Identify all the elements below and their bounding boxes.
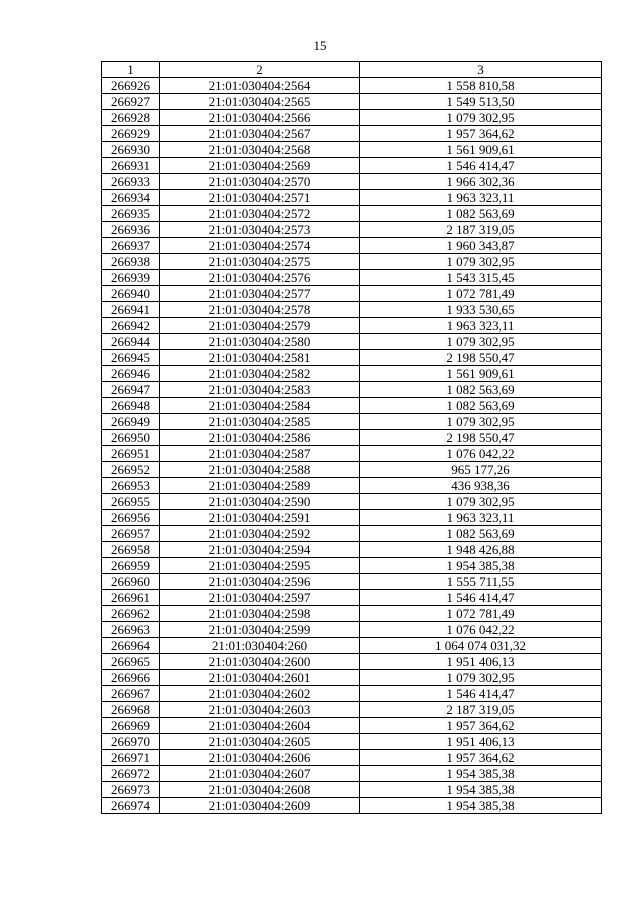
cadastral-number-cell: 21:01:030404:2597 [160,590,360,606]
row-number-cell: 266949 [102,414,160,430]
cadastral-number-cell: 21:01:030404:2604 [160,718,360,734]
table-row [102,734,602,750]
table-row [102,94,602,110]
row-number-cell: 266957 [102,526,160,542]
table-row [102,350,602,366]
row-number-cell: 266965 [102,654,160,670]
value-cell: 1 082 563,69 [360,526,602,542]
table-row [102,462,602,478]
value-cell: 1 076 042,22 [360,446,602,462]
cadastral-number-cell: 21:01:030404:2575 [160,254,360,270]
value-cell: 1 076 042,22 [360,622,602,638]
value-cell: 1 079 302,95 [360,414,602,430]
row-number-cell: 266951 [102,446,160,462]
cadastral-number-cell: 21:01:030404:2590 [160,494,360,510]
table-row [102,686,602,702]
value-cell: 1 966 302,36 [360,174,602,190]
table-row [102,670,602,686]
cadastral-number-cell: 21:01:030404:2578 [160,302,360,318]
cadastral-number-cell: 21:01:030404:2567 [160,126,360,142]
cadastral-number-cell: 21:01:030404:2600 [160,654,360,670]
cadastral-number-cell: 21:01:030404:2592 [160,526,360,542]
value-cell: 1 079 302,95 [360,254,602,270]
value-cell: 1 963 323,11 [360,510,602,526]
cadastral-number-cell: 21:01:030404:2586 [160,430,360,446]
cadastral-number-cell: 21:01:030404:2589 [160,478,360,494]
value-cell: 2 198 550,47 [360,350,602,366]
value-cell: 1 951 406,13 [360,734,602,750]
cadastral-number-cell: 21:01:030404:2566 [160,110,360,126]
cadastral-number-cell: 21:01:030404:260 [160,638,360,654]
value-cell: 1 558 810,58 [360,78,602,94]
table-row [102,590,602,606]
table-row [102,622,602,638]
value-cell: 1 072 781,49 [360,606,602,622]
table-row [102,798,602,814]
row-number-cell: 266948 [102,398,160,414]
cadastral-number-cell: 21:01:030404:2579 [160,318,360,334]
value-cell: 1 549 513,50 [360,94,602,110]
cadastral-number-cell: 21:01:030404:2602 [160,686,360,702]
row-number-cell: 266940 [102,286,160,302]
value-cell: 1 954 385,38 [360,558,602,574]
cadastral-number-cell: 21:01:030404:2591 [160,510,360,526]
column-header-3: 3 [360,62,602,78]
page-number: 15 [313,38,327,53]
table-row [102,318,602,334]
table-row [102,414,602,430]
table-row [102,382,602,398]
row-number-cell: 266929 [102,126,160,142]
row-number-cell: 266974 [102,798,160,814]
row-number-cell: 266950 [102,430,160,446]
row-number-cell: 266942 [102,318,160,334]
row-number-cell: 266967 [102,686,160,702]
value-cell: 2 198 550,47 [360,430,602,446]
row-number-cell: 266958 [102,542,160,558]
value-cell: 965 177,26 [360,462,602,478]
table-row [102,110,602,126]
table-row [102,478,602,494]
cadastral-number-cell: 21:01:030404:2565 [160,94,360,110]
row-number-cell: 266945 [102,350,160,366]
value-cell: 1 963 323,11 [360,190,602,206]
cadastral-number-cell: 21:01:030404:2607 [160,766,360,782]
cadastral-number-cell: 21:01:030404:2583 [160,382,360,398]
row-number-cell: 266935 [102,206,160,222]
row-number-cell: 266964 [102,638,160,654]
value-cell: 1 546 414,47 [360,158,602,174]
cadastral-number-cell: 21:01:030404:2609 [160,798,360,814]
cadastral-number-cell: 21:01:030404:2588 [160,462,360,478]
cadastral-number-cell: 21:01:030404:2574 [160,238,360,254]
cadastral-number-cell: 21:01:030404:2605 [160,734,360,750]
cadastral-number-cell: 21:01:030404:2585 [160,414,360,430]
row-number-cell: 266947 [102,382,160,398]
row-number-cell: 266934 [102,190,160,206]
value-cell: 2 187 319,05 [360,222,602,238]
value-cell: 1 561 909,61 [360,142,602,158]
value-cell: 1 082 563,69 [360,398,602,414]
table-row [102,222,602,238]
row-number-cell: 266955 [102,494,160,510]
value-cell: 1 963 323,11 [360,318,602,334]
value-cell: 1 957 364,62 [360,718,602,734]
row-number-cell: 266971 [102,750,160,766]
table-row [102,334,602,350]
table-row [102,270,602,286]
table-row [102,302,602,318]
cadastral-number-cell: 21:01:030404:2596 [160,574,360,590]
row-number-cell: 266928 [102,110,160,126]
table-row [102,366,602,382]
cadastral-number-cell: 21:01:030404:2570 [160,174,360,190]
row-number-cell: 266968 [102,702,160,718]
row-number-cell: 266941 [102,302,160,318]
table-row [102,766,602,782]
value-cell: 1 079 302,95 [360,110,602,126]
value-cell: 1 079 302,95 [360,494,602,510]
cadastral-number-cell: 21:01:030404:2594 [160,542,360,558]
row-number-cell: 266938 [102,254,160,270]
value-cell: 1 082 563,69 [360,382,602,398]
cadastral-number-cell: 21:01:030404:2599 [160,622,360,638]
table-body [102,78,602,814]
table-row [102,782,602,798]
table-row [102,526,602,542]
row-number-cell: 266972 [102,766,160,782]
cadastral-number-cell: 21:01:030404:2584 [160,398,360,414]
cadastral-number-cell: 21:01:030404:2568 [160,142,360,158]
value-cell: 1 546 414,47 [360,686,602,702]
table-row [102,702,602,718]
row-number-cell: 266969 [102,718,160,734]
value-cell: 1 079 302,95 [360,334,602,350]
value-cell: 1 954 385,38 [360,766,602,782]
value-cell: 436 938,36 [360,478,602,494]
row-number-cell: 266946 [102,366,160,382]
value-cell: 1 082 563,69 [360,206,602,222]
cadastral-number-cell: 21:01:030404:2601 [160,670,360,686]
table-row [102,574,602,590]
value-cell: 1 951 406,13 [360,654,602,670]
row-number-cell: 266960 [102,574,160,590]
row-number-cell: 266956 [102,510,160,526]
table-row [102,286,602,302]
table-row [102,558,602,574]
row-number-cell: 266939 [102,270,160,286]
table-row [102,654,602,670]
cadastral-number-cell: 21:01:030404:2606 [160,750,360,766]
cadastral-number-cell: 21:01:030404:2576 [160,270,360,286]
table-row [102,494,602,510]
row-number-cell: 266966 [102,670,160,686]
row-number-cell: 266931 [102,158,160,174]
table-row [102,718,602,734]
table-row [102,190,602,206]
table-row [102,142,602,158]
table-row [102,398,602,414]
row-number-cell: 266973 [102,782,160,798]
value-cell: 1 546 414,47 [360,590,602,606]
value-cell: 1 079 302,95 [360,670,602,686]
row-number-cell: 266959 [102,558,160,574]
table-row [102,206,602,222]
value-cell: 1 555 711,55 [360,574,602,590]
row-number-cell: 266953 [102,478,160,494]
table-header-row [102,62,602,78]
value-cell: 1 954 385,38 [360,782,602,798]
value-cell: 1 933 530,65 [360,302,602,318]
column-header-1: 1 [102,62,160,78]
row-number-cell: 266930 [102,142,160,158]
cadastral-number-cell: 21:01:030404:2603 [160,702,360,718]
value-cell: 1 072 781,49 [360,286,602,302]
cadastral-number-cell: 21:01:030404:2564 [160,78,360,94]
cadastral-number-cell: 21:01:030404:2587 [160,446,360,462]
row-number-cell: 266961 [102,590,160,606]
cadastral-number-cell: 21:01:030404:2571 [160,190,360,206]
value-cell: 1 064 074 031,32 [360,638,602,654]
cadastral-number-cell: 21:01:030404:2577 [160,286,360,302]
table-row [102,542,602,558]
row-number-cell: 266962 [102,606,160,622]
table-row [102,750,602,766]
cadastral-number-cell: 21:01:030404:2582 [160,366,360,382]
value-cell: 1 957 364,62 [360,750,602,766]
value-cell: 1 561 909,61 [360,366,602,382]
table-row [102,606,602,622]
value-cell: 1 960 343,87 [360,238,602,254]
column-header-2: 2 [160,62,360,78]
cadastral-number-cell: 21:01:030404:2580 [160,334,360,350]
table-row [102,510,602,526]
value-cell: 2 187 319,05 [360,702,602,718]
cadastral-number-cell: 21:01:030404:2595 [160,558,360,574]
cadastral-number-cell: 21:01:030404:2569 [160,158,360,174]
table-row [102,238,602,254]
value-cell: 1 948 426,88 [360,542,602,558]
cadastral-number-cell: 21:01:030404:2598 [160,606,360,622]
row-number-cell: 266926 [102,78,160,94]
row-number-cell: 266944 [102,334,160,350]
value-cell: 1 954 385,38 [360,798,602,814]
table-row [102,158,602,174]
value-cell: 1 957 364,62 [360,126,602,142]
value-cell: 1 543 315,45 [360,270,602,286]
row-number-cell: 266936 [102,222,160,238]
row-number-cell: 266927 [102,94,160,110]
table-row [102,78,602,94]
row-number-cell: 266937 [102,238,160,254]
row-number-cell: 266933 [102,174,160,190]
table-row [102,174,602,190]
table-row [102,126,602,142]
registry-table [101,61,602,814]
table-row [102,254,602,270]
table-row [102,446,602,462]
row-number-cell: 266952 [102,462,160,478]
row-number-cell: 266970 [102,734,160,750]
cadastral-number-cell: 21:01:030404:2608 [160,782,360,798]
cadastral-number-cell: 21:01:030404:2581 [160,350,360,366]
table-row [102,638,602,654]
row-number-cell: 266963 [102,622,160,638]
cadastral-number-cell: 21:01:030404:2573 [160,222,360,238]
table-row [102,430,602,446]
cadastral-number-cell: 21:01:030404:2572 [160,206,360,222]
